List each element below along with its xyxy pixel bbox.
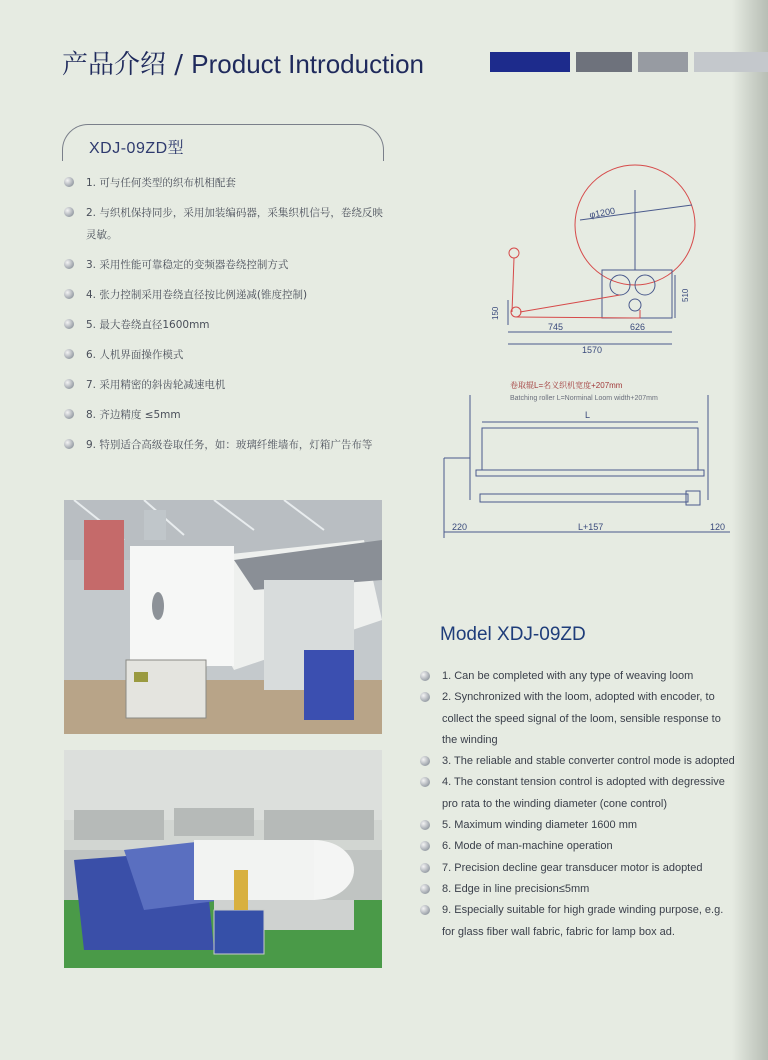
- model-heading-en: Model XDJ-09ZD: [440, 624, 586, 645]
- list-item: 6. Mode of man-machine operation: [420, 836, 738, 857]
- bullet-icon: [420, 671, 430, 681]
- bullet-icon: [420, 692, 430, 702]
- fabric-path: [516, 310, 640, 318]
- winding-machine-image: [64, 750, 382, 968]
- dim-626: 626: [630, 322, 646, 332]
- list-item: 4. The constant tension control is adopted with degressive pro rata to the winding diameter (cone control): [420, 772, 738, 815]
- roll-body: [482, 428, 698, 470]
- dim-220: 220: [452, 522, 468, 532]
- model-label-zh: XDJ-09ZD型: [89, 140, 185, 157]
- list-item: 5. Maximum winding diameter 1600 mm: [420, 815, 738, 836]
- dim-745: 745: [548, 322, 564, 332]
- model-heading-zh: [62, 124, 384, 161]
- bullet-icon: [420, 777, 430, 787]
- list-item: 2. Synchronized with the loom, adopted with encoder, to collect the speed signal of the loom, sensible response to the winding: [420, 687, 738, 751]
- list-item: 1. 可与任何类型的织布机相配套: [64, 172, 384, 194]
- list-item: 4. 张力控制采用卷绕直径按比例递减(锥度控制): [64, 284, 384, 306]
- fabric-path: [512, 258, 514, 312]
- roll-shaft: [476, 470, 704, 476]
- list-item: 3. 采用性能可靠稳定的变频器卷绕控制方式: [64, 254, 384, 276]
- page-title-zh: 产品介绍 /: [62, 50, 192, 80]
- bullet-icon: [64, 319, 74, 329]
- bullet-icon: [64, 439, 74, 449]
- dim-120: 120: [710, 522, 726, 532]
- bullet-icon: [420, 756, 430, 766]
- list-item: 7. Precision decline gear transducer motor is adopted: [420, 858, 738, 879]
- bullet-icon: [420, 863, 430, 873]
- bullet-icon: [64, 289, 74, 299]
- list-item: 3. The reliable and stable converter control mode is adopted: [420, 751, 738, 772]
- factory-photo-1: [64, 500, 382, 734]
- list-item: 9. Especially suitable for high grade winding purpose, e.g. for glass fiber wall fabric, fabric for lamp box ad.: [420, 900, 738, 943]
- list-item: 2. 与织机保持同步，采用加装编码器，采集织机信号，卷绕反映灵敏。: [64, 202, 384, 246]
- bullet-icon: [64, 349, 74, 359]
- technical-drawing: [440, 160, 740, 540]
- list-item: 1. Can be completed with any type of weaving loom: [420, 666, 738, 687]
- caption-zh: 卷取辊L=名义织机宽度+207mm: [510, 381, 623, 390]
- list-item: 8. 齐边精度 ≤5mm: [64, 404, 384, 426]
- dim-L157: L+157: [578, 522, 604, 532]
- dim-1570: 1570: [582, 345, 603, 355]
- page-title-en: Product Introduction: [191, 49, 424, 79]
- page-title: [62, 44, 424, 81]
- bullet-icon: [420, 905, 430, 915]
- header-color-bars: [490, 52, 768, 72]
- roller-bottom: [629, 299, 641, 311]
- color-bar: [490, 52, 570, 72]
- bullet-icon: [64, 379, 74, 389]
- dim-L: L: [585, 410, 591, 420]
- color-bar: [638, 52, 688, 72]
- list-item: 6. 人机界面操作模式: [64, 344, 384, 366]
- side-view-diagram: [508, 165, 695, 344]
- guide-roller: [509, 248, 519, 258]
- winding-machine-image: [64, 500, 382, 734]
- dim-510: 510: [681, 288, 690, 302]
- color-bar: [694, 52, 768, 72]
- dim-150: 150: [491, 306, 500, 320]
- bullet-icon: [64, 409, 74, 419]
- dim-diameter: φ1200: [588, 205, 616, 220]
- caption-en: Batching roller L=Norminal Loom width+207mm: [510, 395, 658, 402]
- roller-left: [610, 275, 630, 295]
- bullet-icon: [64, 207, 74, 217]
- list-item: 5. 最大卷绕直径1600mm: [64, 314, 384, 336]
- feature-list-zh: [64, 172, 384, 464]
- list-item: 7. 采用精密的斜齿轮减速电机: [64, 374, 384, 396]
- list-item: 8. Edge in line precision≤5mm: [420, 879, 738, 900]
- fabric-path: [520, 295, 620, 312]
- feature-list-en: [420, 666, 738, 943]
- bullet-icon: [420, 820, 430, 830]
- bullet-icon: [64, 259, 74, 269]
- bullet-icon: [420, 884, 430, 894]
- list-item: 9. 特别适合高级卷取任务，如：玻璃纤维墙布，灯箱广告布等: [64, 434, 384, 456]
- bullet-icon: [420, 841, 430, 851]
- bullet-icon: [64, 177, 74, 187]
- batching-roller: [480, 494, 688, 502]
- color-bar: [576, 52, 632, 72]
- factory-photo-2: [64, 750, 382, 968]
